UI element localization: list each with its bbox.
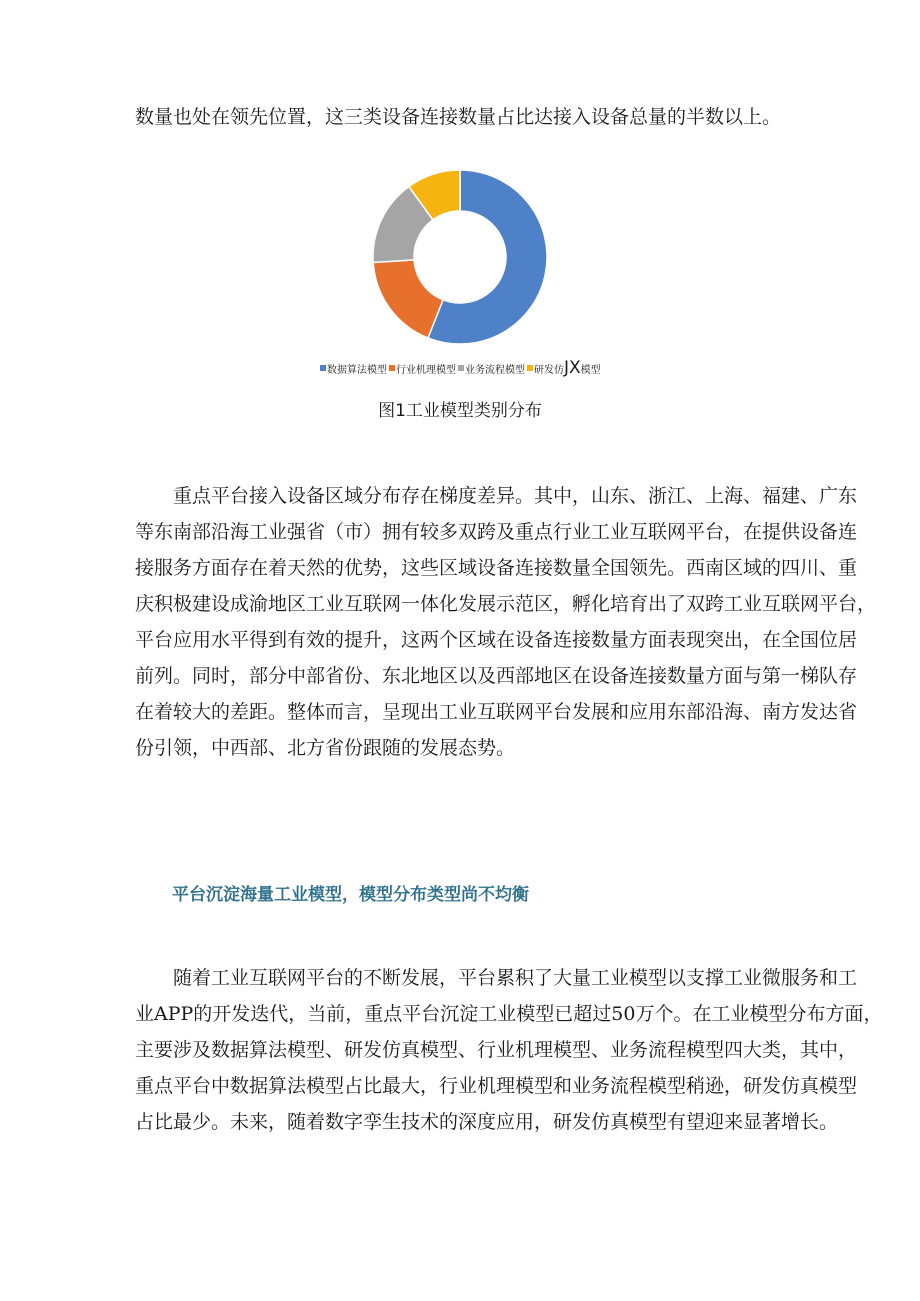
paragraph-line: 主要涉及数据算法模型、研发仿真模型、行业机理模型、业务流程模型四大类，其中，	[135, 1039, 858, 1061]
paragraph-line: 重点平台接入设备区域分布存在梯度差异。其中，山东、浙江、上海、福建、广东	[173, 485, 858, 507]
legend-swatch	[458, 365, 464, 371]
paragraph-line: 重点平台中数据算法模型占比最大，行业机理模型和业务流程模型稍逊，研发仿真模型	[135, 1075, 858, 1097]
paragraph-line: 接服务方面存在着天然的优势，这些区域设备连接数量全国领先。西南区域的四川、重	[135, 557, 858, 579]
legend-item-industry-mechanism	[389, 361, 456, 376]
paragraph-line: 等东南部沿海工业强省（市）拥有较多双跨及重点行业工业互联网平台，在提供设备连	[135, 521, 858, 543]
paragraph-line: 在着较大的差距。整体而言，呈现出工业互联网平台发展和应用东部沿海、南方发达省	[135, 701, 858, 723]
paragraph-regional-distribution	[135, 478, 877, 766]
paragraph-line: 业APP的开发迭代，当前，重点平台沉淀工业模型已超过50万个。在工业模型分布方面，	[135, 1003, 883, 1025]
legend-label-big: JX	[564, 358, 581, 378]
legend-label: 行业机理模型	[396, 364, 456, 376]
paragraph-line: 平台应用水平得到有效的提升，这两个区域在设备连接数量方面表现突出，在全国位居	[135, 629, 858, 651]
paragraph-line: 份引领，中西部、北方省份跟随的发展态势。	[135, 737, 516, 759]
donut-chart	[360, 165, 560, 350]
legend-label: 数据算法模型	[327, 364, 387, 376]
legend-label-tail: 模型	[580, 364, 601, 376]
paragraph-line: 随着工业互联网平台的不断发展，平台累积了大量工业模型以支撑工业微服务和工	[173, 967, 858, 989]
legend-label: 业务流程模型	[465, 364, 525, 376]
legend-label-small: 研发仿	[534, 364, 564, 376]
paragraph-line: 前列。同时，部分中部省份、东北地区以及西部地区在设备连接数量方面与第一梯队存	[135, 665, 858, 687]
paragraph-line: 庆积极建设成渝地区工业互联网一体化发展示范区，孵化培育出了双跨工业互联网平台，	[135, 593, 877, 615]
paragraph-industrial-models	[135, 960, 883, 1140]
chart-legend	[320, 358, 610, 378]
section-heading: 平台沉淀海量工业模型，模型分布类型尚不均衡	[172, 885, 529, 905]
legend-item-business-process	[458, 361, 525, 376]
legend-item-data-algorithm	[320, 361, 387, 376]
figure-caption: 图1工业模型类别分布	[378, 401, 542, 421]
legend-item-rd-simulation	[527, 358, 601, 378]
intro-text: 数量也处在领先位置，这三类设备连接数量占比达接入设备总量的半数以上。	[135, 106, 782, 128]
legend-swatch	[389, 365, 395, 371]
legend-swatch	[320, 365, 326, 371]
slice-industry-mechanism	[373, 260, 443, 338]
paragraph-line: 占比最少。未来，随着数字孪生技术的深度应用，研发仿真模型有望迎来显著增长。	[135, 1111, 839, 1133]
legend-swatch	[527, 365, 533, 371]
